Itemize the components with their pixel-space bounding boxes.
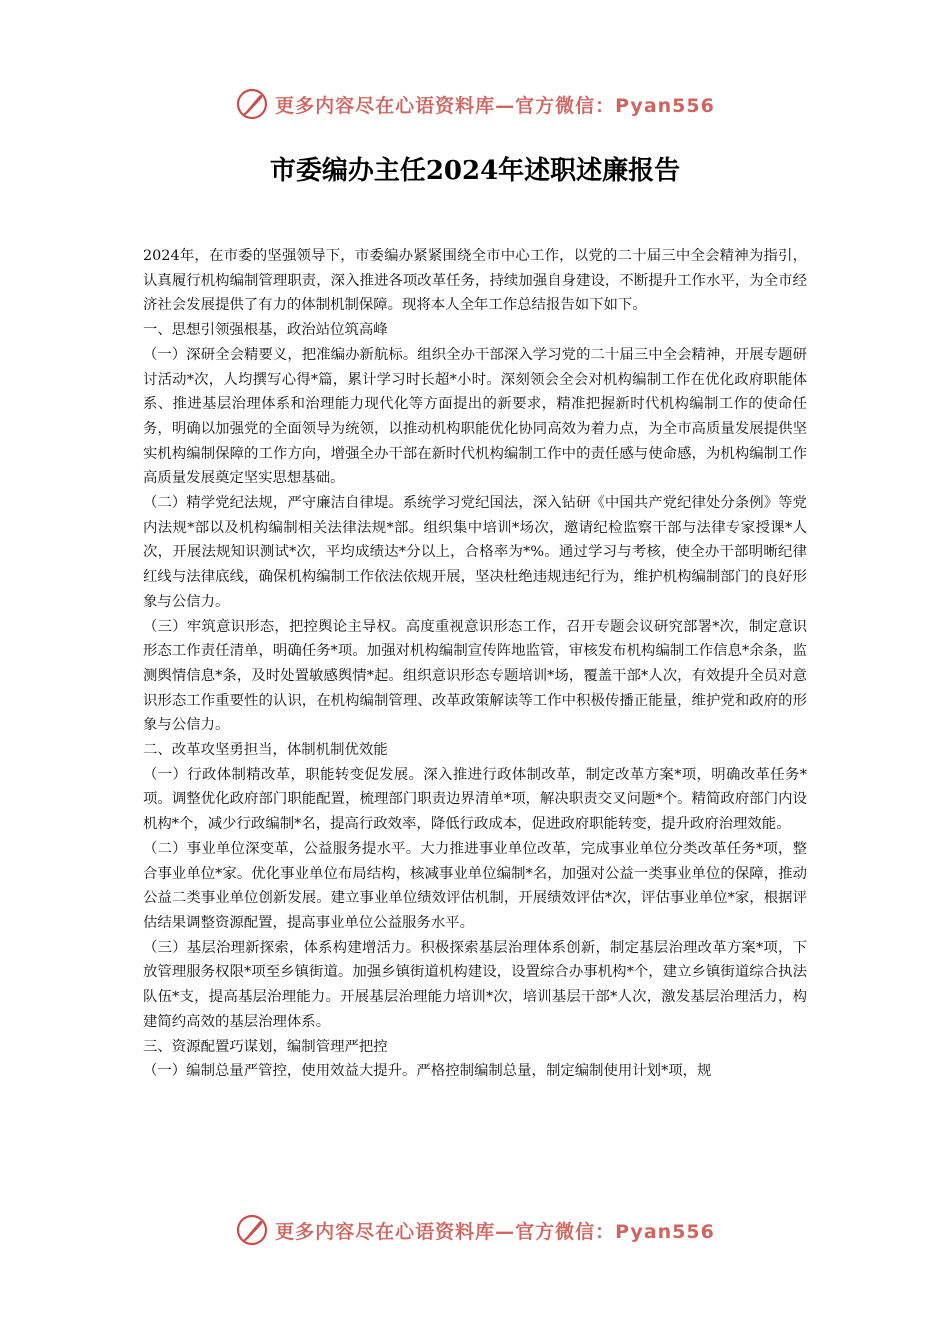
section-heading: 二、改革攻坚勇担当，体制机制优效能 xyxy=(143,742,388,759)
watermark-banner-top xyxy=(0,84,950,124)
section-heading: 三、资源配置巧谋划，编制管理严把控 xyxy=(143,1038,388,1055)
quill-pen-logo-icon xyxy=(235,87,269,121)
quill-pen-logo-icon xyxy=(235,1213,269,1247)
watermark-banner-bottom xyxy=(0,1210,950,1250)
watermark-text: 更多内容尽在心语资料库—官方微信：Pyan556 xyxy=(275,1220,715,1243)
body-paragraph: （一）行政体制精改革，职能转变促发展。深入推进行政体制改革，制定改革方案*项，明确改革任务*项。调整优化政府部门职能配置，梳理部门职责边界清单*项，解决职责交叉问题*个。精简政府部门内设机构*个，减少行政编制*名，提高行政效率，降低行政成本，促进政府职能转变，提升政府治理效能。 xyxy=(143,766,807,833)
body-paragraph: （三）基层治理新探索，体系构建增活力。积极探索基层治理体系创新，制定基层治理改革方案*项，下放管理服务权限*项至乡镇街道。加强乡镇街道机构建设，设置综合办事机构*个，建立乡镇街道综合执法队伍*支，提高基层治理能力。开展基层治理能力培训*次，培训基层干部*人次，激发基层治理活力，构建简约高效的基层治理体系。 xyxy=(143,939,807,1030)
body-paragraph: （二）精学党纪法规，严守廉洁自律堤。系统学习党纪国法，深入钻研《中国共产党纪律处分条例》等党内法规*部以及机构编制相关法律法规*部。组织集中培训*场次，邀请纪检监察干部与法律专家授课*人次，开展法规知识测试*次，平均成绩达*分以上，合格率为*%。通过学习与考核，使全办干部明晰纪律红线与法律底线，确保机构编制工作依法依规开展，坚决杜绝违规违纪行为，维护机构编制部门的良好形象与公信力。 xyxy=(143,495,807,610)
body-paragraph: （二）事业单位深变革，公益服务提水平。大力推进事业单位改革，完成事业单位分类改革任务*项，整合事业单位*家。优化事业单位布局结构，核减事业单位编制*名，加强对公益一类事业单位的保障，推动公益二类事业单位创新发展。建立事业单位绩效评估机制，开展绩效评估*次，评估事业单位*家，根据评估结果调整资源配置，提高事业单位公益服务水平。 xyxy=(143,840,807,931)
document-title: 市委编办主任2024年述职述廉报告 xyxy=(269,156,681,186)
body-paragraph: （一）编制总量严管控，使用效益大提升。严格控制编制总量，制定编制使用计划*项，规 xyxy=(143,1063,712,1080)
body-paragraph: （三）牢筑意识形态，把控舆论主导权。高度重视意识形态工作，召开专题会议研究部署*次，制定意识形态工作责任清单，明确任务*项。加强对机构编制宣传阵地监管，审核发布机构编制工作信息*余条，监测舆情信息*条，及时处置敏感舆情*起。组织意识形态专题培训*场，覆盖干部*人次，有效提升全员对意识形态工作重要性的认识，在机构编制管理、改革政策解读等工作中积极传播正能量，维护党和政府的形象与公信力。 xyxy=(143,618,807,734)
document-body xyxy=(143,244,807,1084)
body-paragraph: （一）深研全会精要义，把准编办新航标。组织全办干部深入学习党的二十届三中全会精神，开展专题研讨活动*次，人均撰写心得*篇，累计学习时长超*小时。深刻领会全会对机构编制工作在优化政府职能体系、推进基层治理体系和治理能力现代化等方面提出的新要求，精准把握新时代机构编制工作的使命任务，明确以加强党的全面领导为统领，以推动机构职能优化协同高效为着力点，为全市高质量发展提供坚实机构编制保障的工作方向，增强全办干部在新时代机构编制工作中的责任感与使命感，为机构编制工作高质量发展奠定坚实思想基础。 xyxy=(143,346,807,487)
section-heading: 一、思想引领强根基，政治站位筑高峰 xyxy=(143,322,388,339)
watermark-text: 更多内容尽在心语资料库—官方微信：Pyan556 xyxy=(275,94,715,117)
body-paragraph: 2024年，在市委的坚强领导下，市委编办紧紧围绕全市中心工作，以党的二十届三中全会精神为指引，认真履行机构编制管理职责，深入推进各项改革任务，持续加强自身建设，不断提升工作水平，为全市经济社会发展提供了有力的体制机制保障。现将本人全年工作总结报告如下如下。 xyxy=(143,248,807,314)
